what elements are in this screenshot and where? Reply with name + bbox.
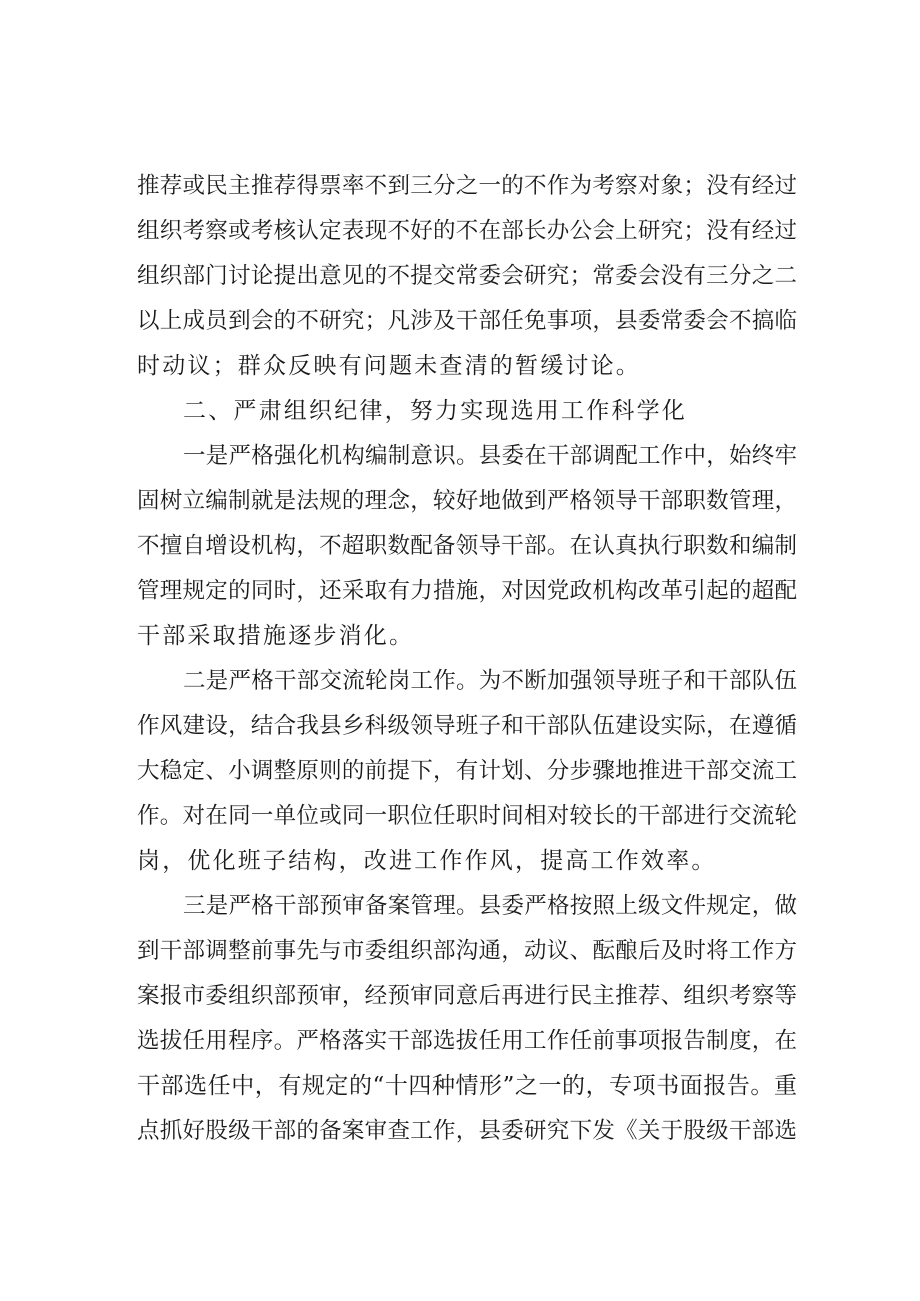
paragraph-3-line-3: 大稳定、小调整原则的前提下，有计划、分步骤地推进干部交流工	[137, 758, 797, 784]
paragraph-1-line-3: 组织部门讨论提出意见的不提交常委会研究；常委会没有三分之二	[137, 263, 797, 289]
paragraph-1-line-5: 时动议；群众反映有问题未查清的暂缓讨论。	[137, 353, 641, 379]
paragraph-3-line-4: 作。对在同一单位或同一职位任职时间相对较长的干部进行交流轮	[137, 803, 797, 829]
paragraph-2-line-1: 一是严格强化机构编制意识。县委在干部调配工作中，始终牢	[183, 443, 797, 469]
paragraph-2-line-5: 干部采取措施逐步消化。	[137, 623, 415, 649]
paragraph-4-line-4: 选拔任用程序。严格落实干部选拔任用工作任前事项报告制度，在	[137, 1028, 797, 1054]
paragraph-4-line-2: 到干部调整前事先与市委组织部沟通，动议、酝酿后及时将工作方	[137, 938, 797, 964]
paragraph-2-line-2: 固树立编制就是法规的理念，较好地做到严格领导干部职数管理，	[137, 488, 797, 514]
paragraph-3-line-5: 岗，优化班子结构，改进工作作风，提高工作效率。	[137, 848, 717, 874]
section-heading: 二、严肃组织纪律，努力实现选用工作科学化	[183, 398, 687, 424]
paragraph-1-line-1: 推荐或民主推荐得票率不到三分之一的不作为考察对象；没有经过	[137, 173, 797, 199]
paragraph-1-line-2: 组织考察或考核认定表现不好的不在部长办公会上研究；没有经过	[137, 218, 797, 244]
paragraph-4-line-5: 干部选任中，有规定的“十四种情形”之一的，专项书面报告。重	[137, 1073, 797, 1099]
paragraph-1-line-4: 以上成员到会的不研究；凡涉及干部任免事项，县委常委会不搞临	[137, 308, 797, 334]
paragraph-3-line-1: 二是严格干部交流轮岗工作。为不断加强领导班子和干部队伍	[183, 668, 797, 694]
paragraph-3-line-2: 作风建设，结合我县乡科级领导班子和干部队伍建设实际，在遵循	[137, 713, 797, 739]
paragraph-4-line-6: 点抓好股级干部的备案审查工作，县委研究下发《关于股级干部选	[137, 1118, 797, 1144]
paragraph-2-line-4: 管理规定的同时，还采取有力措施，对因党政机构改革引起的超配	[137, 578, 797, 604]
paragraph-4-line-1: 三是严格干部预审备案管理。县委严格按照上级文件规定，做	[183, 893, 797, 919]
paragraph-4-line-3: 案报市委组织部预审，经预审同意后再进行民主推荐、组织考察等	[137, 983, 797, 1009]
paragraph-2-line-3: 不擅自增设机构，不超职数配备领导干部。在认真执行职数和编制	[137, 533, 797, 559]
